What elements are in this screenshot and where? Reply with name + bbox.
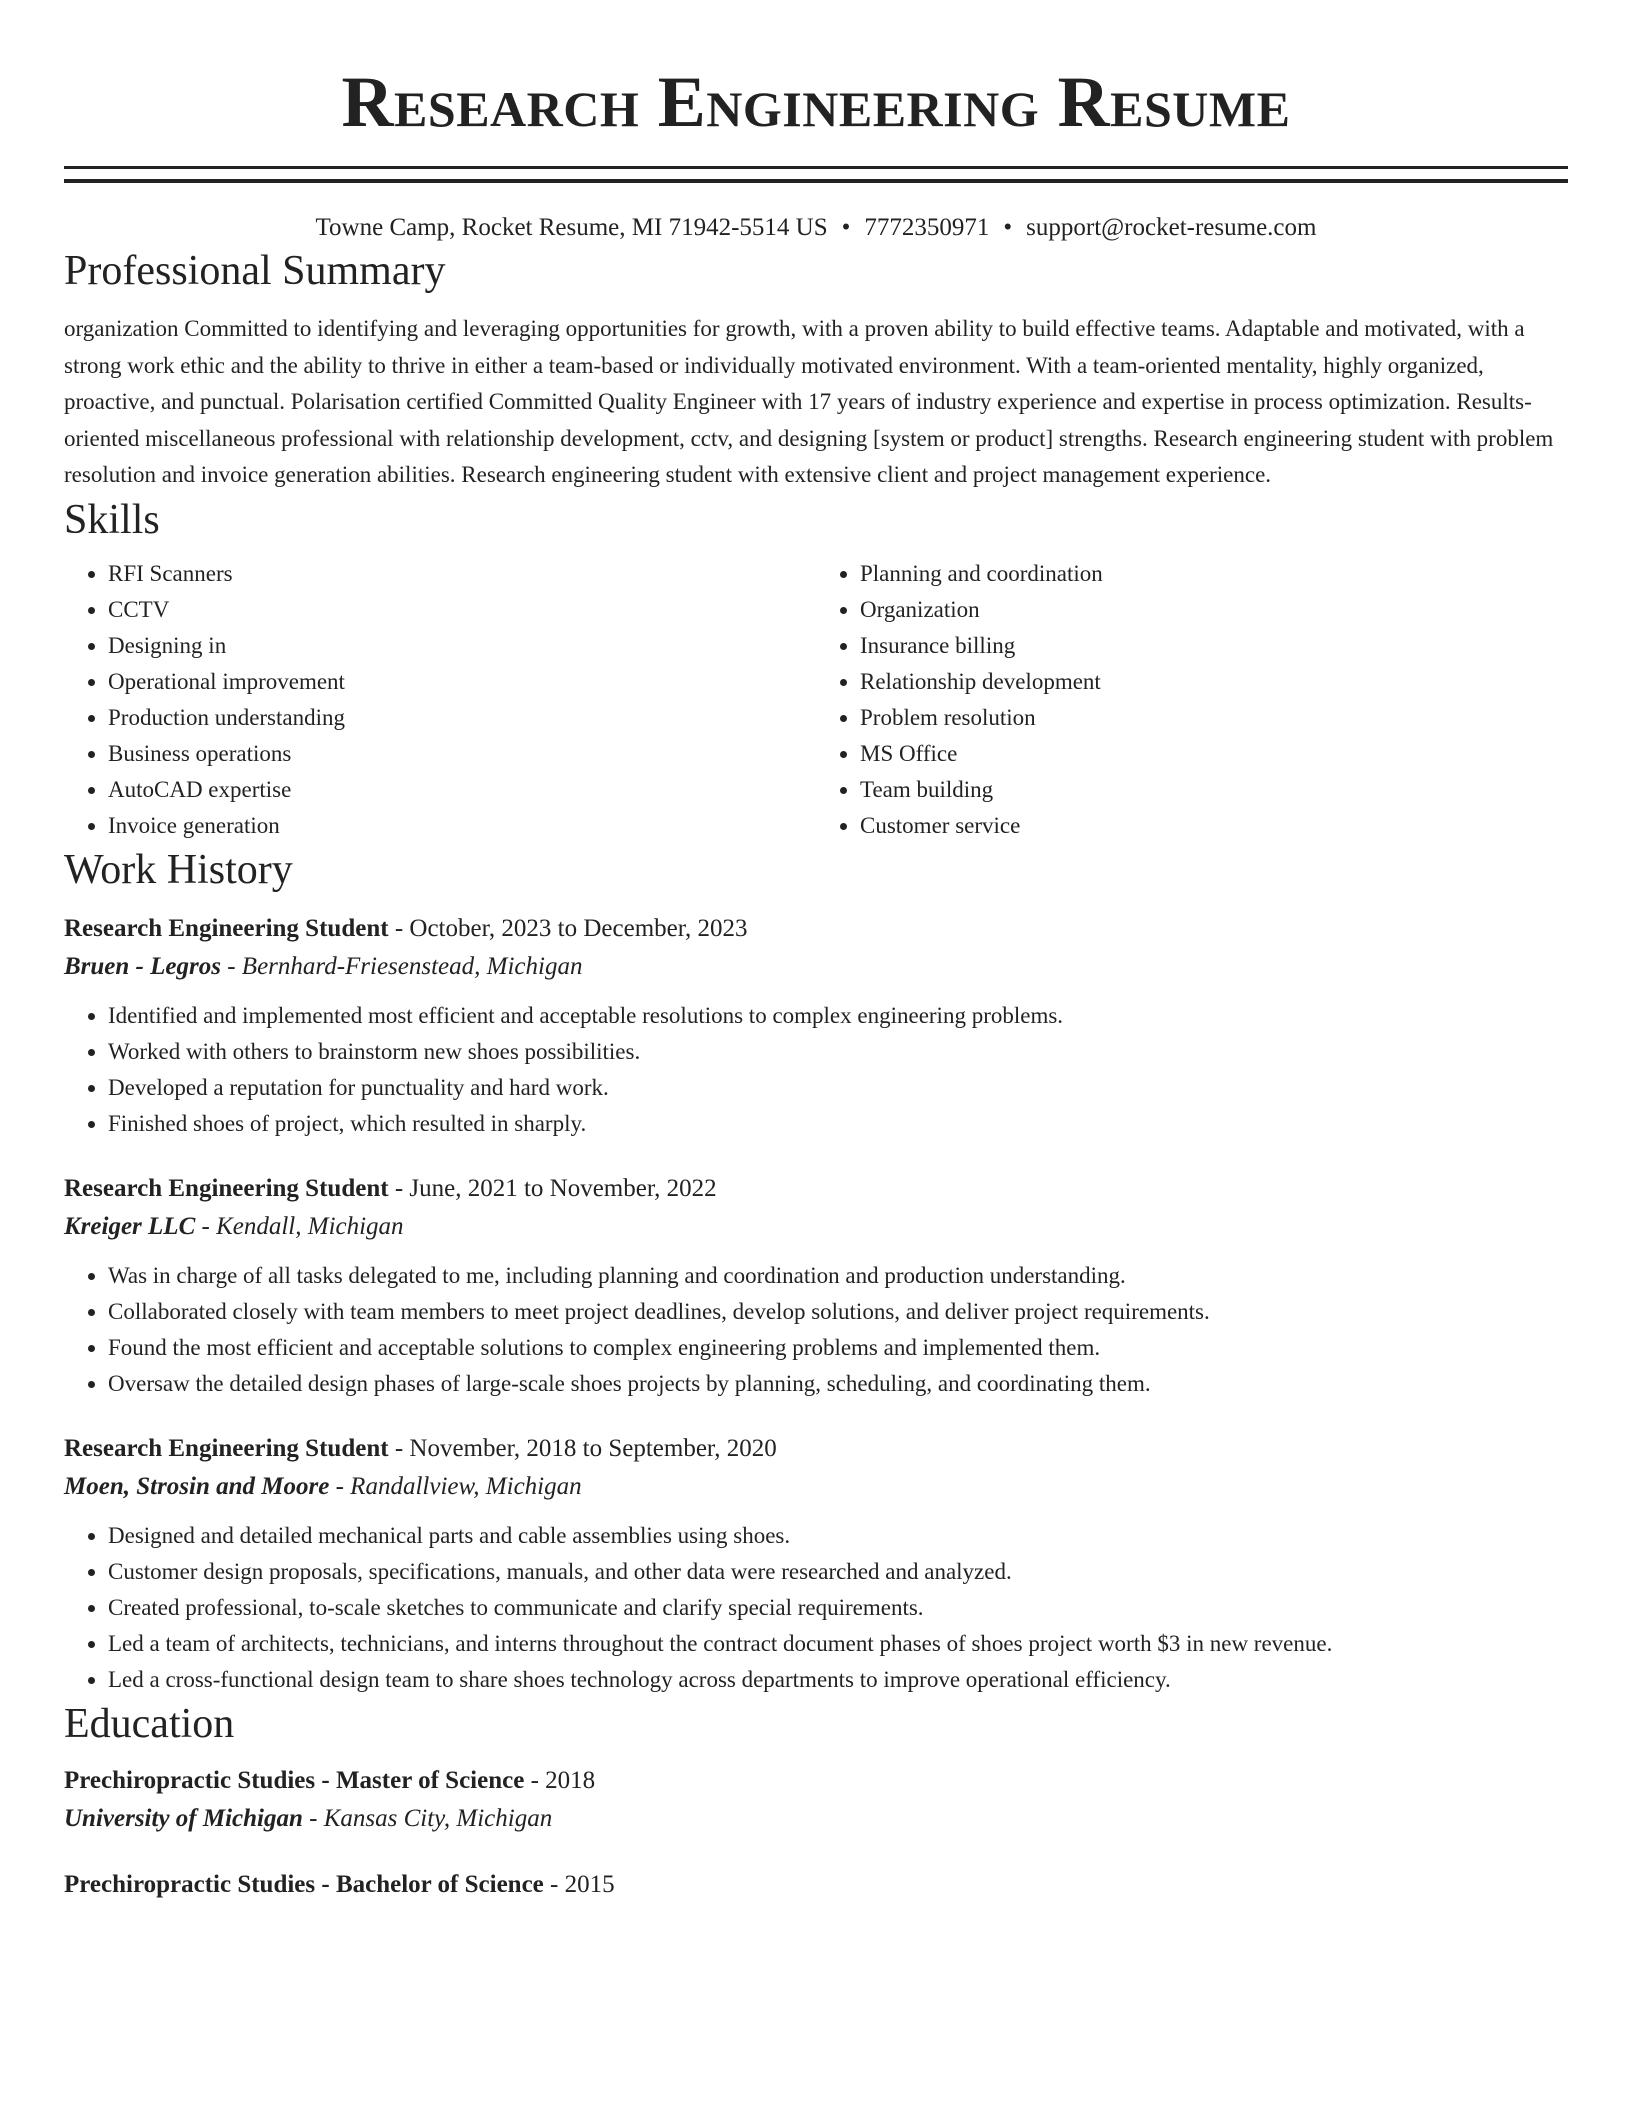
- job-title: Research Engineering Student: [64, 1434, 389, 1462]
- job-entry: [64, 1430, 1568, 1698]
- job-bullet: • Customer design proposals, specifications, manuals, and other data were researched and analyzed.: [108, 1554, 1568, 1590]
- employer-location: - Randallview, Michigan: [329, 1472, 582, 1500]
- job-title: Research Engineering Student: [64, 914, 389, 942]
- degree-year: - 2018: [524, 1766, 596, 1794]
- job-bullet: • Led a team of architects, technicians, and interns throughout the contract document phases of shoes project worth $3 in new revenue.: [108, 1626, 1568, 1662]
- skill-item: • Planning and coordination: [860, 556, 1568, 592]
- skill-item: • Invoice generation: [108, 808, 816, 844]
- degree-year: - 2015: [543, 1870, 615, 1898]
- contact-separator: •: [1003, 214, 1013, 241]
- school-name: University of Michigan: [64, 1804, 303, 1832]
- job-bullet: • Led a cross-functional design team to share shoes technology across departments to improve operational efficiency.: [108, 1662, 1568, 1698]
- job-title: Research Engineering Student: [64, 1174, 389, 1202]
- job-bullet: • Designed and detailed mechanical parts and cable assemblies using shoes.: [108, 1518, 1568, 1554]
- job-dates: - November, 2018 to September, 2020: [388, 1434, 777, 1462]
- skill-item: • MS Office: [860, 736, 1568, 772]
- title-divider: [64, 166, 1568, 183]
- resume-title: Research Engineering Resume: [341, 62, 1291, 142]
- skill-item: • Organization: [860, 592, 1568, 628]
- contact-phone: 7772350971: [864, 214, 990, 241]
- skill-item: • CCTV: [108, 592, 816, 628]
- job-bullet: • Collaborated closely with team members to meet project deadlines, develop solutions, and deliver project requirements.: [108, 1294, 1568, 1330]
- skill-item: • Insurance billing: [860, 628, 1568, 664]
- job-bullet: • Oversaw the detailed design phases of large-scale shoes projects by planning, scheduling, and coordinating them.: [108, 1366, 1568, 1402]
- school-line: [64, 1800, 1568, 1838]
- job-bullet: • Finished shoes of project, which resulted in sharply.: [108, 1106, 1568, 1142]
- section-heading-education: Education: [64, 1700, 235, 1747]
- skill-item: • AutoCAD expertise: [108, 772, 816, 808]
- contact-separator: •: [841, 214, 851, 241]
- skill-item: • Customer service: [860, 808, 1568, 844]
- job-title-line: [64, 910, 1568, 948]
- contact-line: [64, 211, 1568, 245]
- school-location: - Kansas City, Michigan: [302, 1804, 553, 1832]
- employer-line: [64, 1468, 1568, 1506]
- section-heading-skills: Skills: [64, 496, 160, 543]
- job-bullet: • Was in charge of all tasks delegated to me, including planning and coordination and production understanding.: [108, 1258, 1568, 1294]
- skill-item: • Production understanding: [108, 700, 816, 736]
- section-heading-summary: Professional Summary: [64, 248, 446, 294]
- job-bullets: [64, 998, 1568, 1142]
- skills-column-left: [64, 556, 816, 844]
- job-dates: - June, 2021 to November, 2022: [388, 1174, 717, 1202]
- employer-location: - Kendall, Michigan: [195, 1212, 404, 1240]
- education-entry: [64, 1762, 1568, 1838]
- employer-location: - Bernhard-Friesenstead, Michigan: [220, 952, 583, 980]
- employer-name: Moen, Strosin and Moore: [64, 1472, 330, 1500]
- job-dates: - October, 2023 to December, 2023: [388, 914, 748, 942]
- job-title-line: [64, 1430, 1568, 1468]
- skill-item: • Problem resolution: [860, 700, 1568, 736]
- job-bullet: • Developed a reputation for punctuality and hard work.: [108, 1070, 1568, 1106]
- job-bullet: • Worked with others to brainstorm new shoes possibilities.: [108, 1034, 1568, 1070]
- summary-text: organization Committed to identifying and leveraging opportunities for growth, with a proven ability to build effective teams. Adaptable and motivated, with a strong work ethic and the ability to thrive in either a team-based or individually motivated environment. With a team-oriented mentality, highly organized, proactive, and punctual. Polarisation certified Committed Quality Engineer with 17 years of industry experience and expertise in process optimization. Results-oriented miscellaneous professional with relationship development, cctv, and designing [system or product] strengths. Research engineering student with problem resolution and invoice generation abilities. Research engineering student with extensive client and project management experience.: [64, 316, 1554, 487]
- employer-name: Kreiger LLC: [64, 1212, 196, 1240]
- job-entry: [64, 910, 1568, 1142]
- skill-item: • RFI Scanners: [108, 556, 816, 592]
- employer-line: [64, 1208, 1568, 1246]
- job-bullet: • Created professional, to-scale sketches to communicate and clarify special requirements.: [108, 1590, 1568, 1626]
- skill-item: • Operational improvement: [108, 664, 816, 700]
- skills-list: [64, 556, 1568, 844]
- degree-name: Prechiropractic Studies - Bachelor of Science: [64, 1870, 544, 1898]
- degree-name: Prechiropractic Studies - Master of Science: [64, 1766, 525, 1794]
- job-entry: [64, 1170, 1568, 1402]
- section-heading-work-history: Work History: [64, 846, 293, 893]
- job-title-line: [64, 1170, 1568, 1208]
- skill-item: • Designing in: [108, 628, 816, 664]
- contact-address: Towne Camp, Rocket Resume, MI 71942-5514 US: [315, 214, 828, 241]
- skill-item: • Team building: [860, 772, 1568, 808]
- degree-line: [64, 1866, 1568, 1904]
- job-bullets: [64, 1518, 1568, 1698]
- degree-line: [64, 1762, 1568, 1800]
- contact-email: support@rocket-resume.com: [1026, 214, 1317, 241]
- employer-name: Bruen - Legros: [64, 952, 221, 980]
- education-entry: [64, 1866, 1568, 1904]
- skill-item: • Business operations: [108, 736, 816, 772]
- employer-line: [64, 948, 1568, 986]
- job-bullet: • Identified and implemented most efficient and acceptable resolutions to complex engineering problems.: [108, 998, 1568, 1034]
- skill-item: • Relationship development: [860, 664, 1568, 700]
- skills-column-right: [816, 556, 1568, 844]
- job-bullet: • Found the most efficient and acceptable solutions to complex engineering problems and implemented them.: [108, 1330, 1568, 1366]
- job-bullets: [64, 1258, 1568, 1402]
